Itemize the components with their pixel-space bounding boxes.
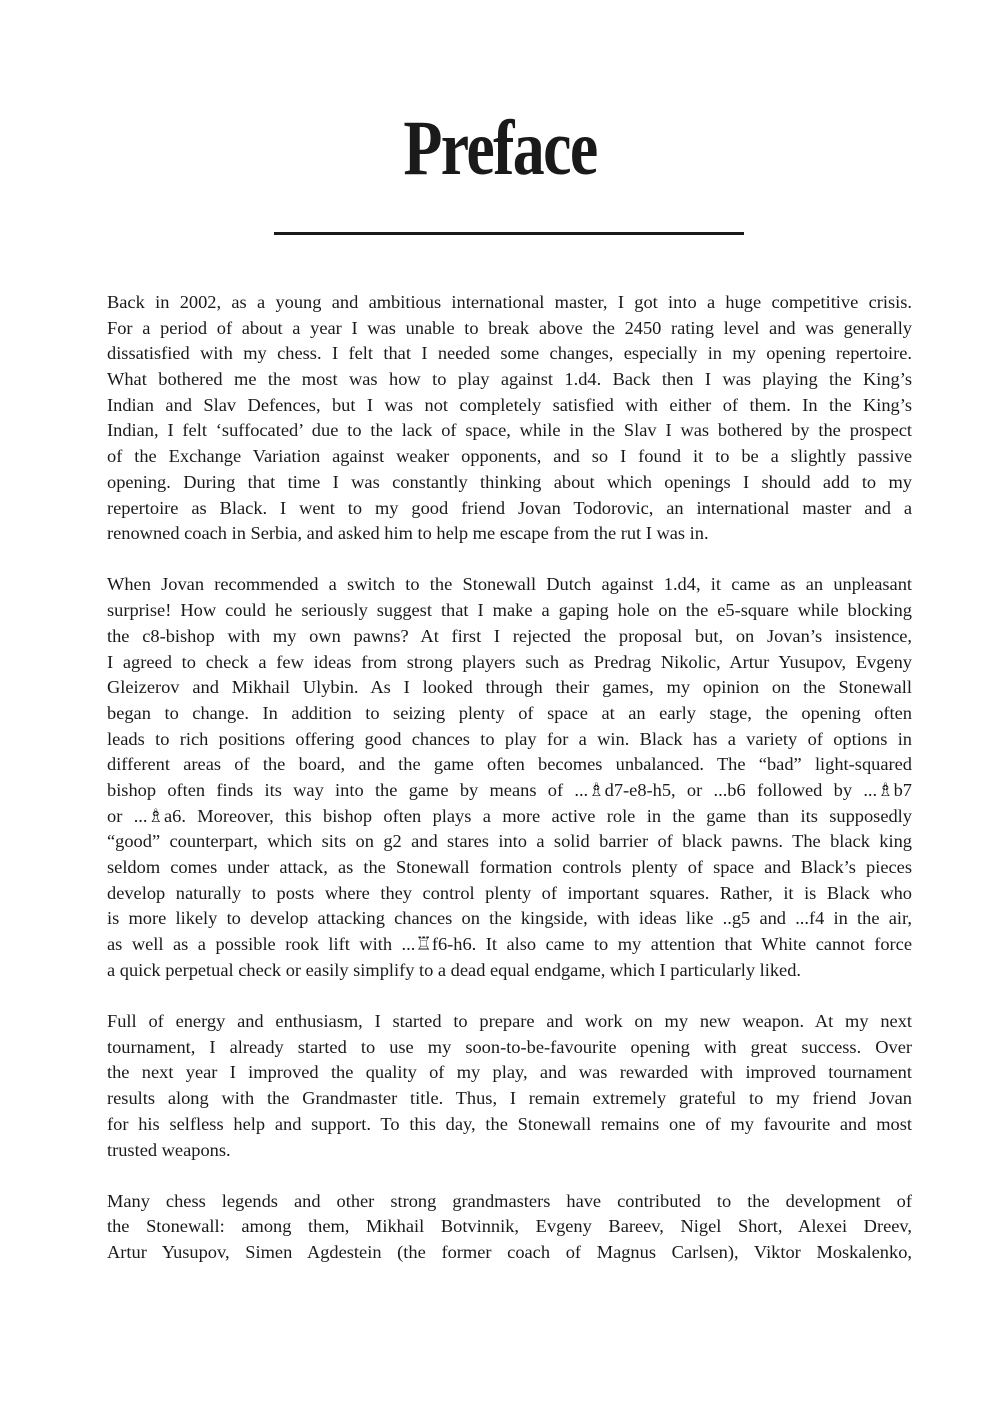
text-line: Artur Yusupov, Simen Agdestein (the former coach of Magnus Carlsen), Viktor Moskalenko,	[107, 1242, 912, 1263]
text-line: Many chess legends and other strong grandmasters have contributed to the development of	[107, 1190, 912, 1211]
text-line: surprise! How could he seriously suggest that I make a gaping hole on the e5-square while blocking	[107, 600, 912, 621]
text-line: the Stonewall: among them, Mikhail Botvinnik, Evgeny Bareev, Nigel Short, Alexei Dreev,	[107, 1216, 912, 1237]
text-line: For a period of about a year I was unable to break above the 2450 rating level and was generally	[107, 317, 912, 338]
text-line: Indian and Slav Defences, but I was not completely satisfied with either of them. In the King’s	[107, 394, 912, 415]
text-line: leads to rich positions offering good chances to play for a win. Black has a variety of options in	[107, 728, 912, 749]
text-line: dissatisfied with my chess. I felt that I needed some changes, especially in my opening repertoire.	[107, 343, 912, 364]
paragraph-3	[107, 1009, 912, 1163]
text-line: a quick perpetual check or easily simplify to a dead equal endgame, which I particularly liked.	[107, 959, 801, 980]
text-line: develop naturally to posts where they control plenty of important squares. Rather, it is Black who	[107, 882, 912, 903]
text-line: renowned coach in Serbia, and asked him to help me escape from the rut I was in.	[107, 523, 709, 544]
text-line: Back in 2002, as a young and ambitious international master, I got into a huge competitive crisis.	[107, 292, 912, 312]
text-line: tournament, I already started to use my soon-to-be-favourite opening with great success. Over	[107, 1036, 912, 1057]
paragraph-1	[107, 290, 912, 547]
text-line: I agreed to check a few ideas from strong players such as Predrag Nikolic, Artur Yusupov, Evgeny	[107, 651, 912, 672]
text-line: as well as a possible rook lift with ...♖f6-h6. It also came to my attention that White cannot force	[107, 934, 912, 955]
text-line: When Jovan recommended a switch to the Stonewall Dutch against 1.d4, it came as an unpleasant	[107, 574, 912, 595]
text-line: Indian, I felt ‘suffocated’ due to the lack of space, while in the Slav I was bothered by the prospect	[107, 420, 912, 441]
text-line: repertoire as Black. I went to my good friend Jovan Todorovic, an international master and a	[107, 497, 912, 518]
text-line: the next year I improved the quality of my play, and was rewarded with improved tournament	[107, 1062, 912, 1083]
text-line: seldom comes under attack, as the Stonewall formation controls plenty of space and Black’s pieces	[107, 857, 912, 878]
text-line: of the Exchange Variation against weaker opponents, and so I found it to be a slightly passive	[107, 446, 912, 467]
paragraph-4	[107, 1189, 912, 1266]
text-line: different areas of the board, and the game often becomes unbalanced. The “bad” light-squared	[107, 754, 912, 775]
text-line: began to change. In addition to seizing plenty of space at an early stage, the opening often	[107, 702, 912, 723]
text-line: Full of energy and enthusiasm, I started to prepare and work on my new weapon. At my next	[107, 1011, 912, 1032]
text-line: What bothered me the most was how to play against 1.d4. Back then I was playing the King’s	[107, 369, 912, 390]
text-line: trusted weapons.	[107, 1139, 231, 1160]
preface-body	[107, 290, 912, 1266]
paragraph-2	[107, 572, 912, 983]
text-line: results along with the Grandmaster title. Thus, I remain extremely grateful to my friend Jovan	[107, 1088, 912, 1109]
text-line: the c8-bishop with my own pawns? At first I rejected the proposal but, on Jovan’s insistence,	[107, 625, 912, 646]
text-line: opening. During that time I was constantly thinking about which openings I should add to my	[107, 471, 912, 492]
page-title: Preface	[403, 104, 597, 191]
text-line: for his selfless help and support. To this day, the Stonewall remains one of my favourite and most	[107, 1113, 912, 1134]
text-line: Gleizerov and Mikhail Ulybin. As I looked through their games, my opinion on the Stonewall	[107, 677, 912, 698]
text-line: or ...♗a6. Moreover, this bishop often plays a more active role in the game than its supposedly	[107, 805, 912, 826]
text-line: bishop often finds its way into the game by means of ...♗d7-e8-h5, or ...b6 followed by ...♗b7	[107, 779, 912, 800]
title-underline	[274, 232, 744, 235]
text-line: is more likely to develop attacking chances on the kingside, with ideas like ..g5 and ...f4 in the air,	[107, 908, 912, 929]
text-line: “good” counterpart, which sits on g2 and stares into a solid barrier of black pawns. The black king	[107, 831, 912, 852]
